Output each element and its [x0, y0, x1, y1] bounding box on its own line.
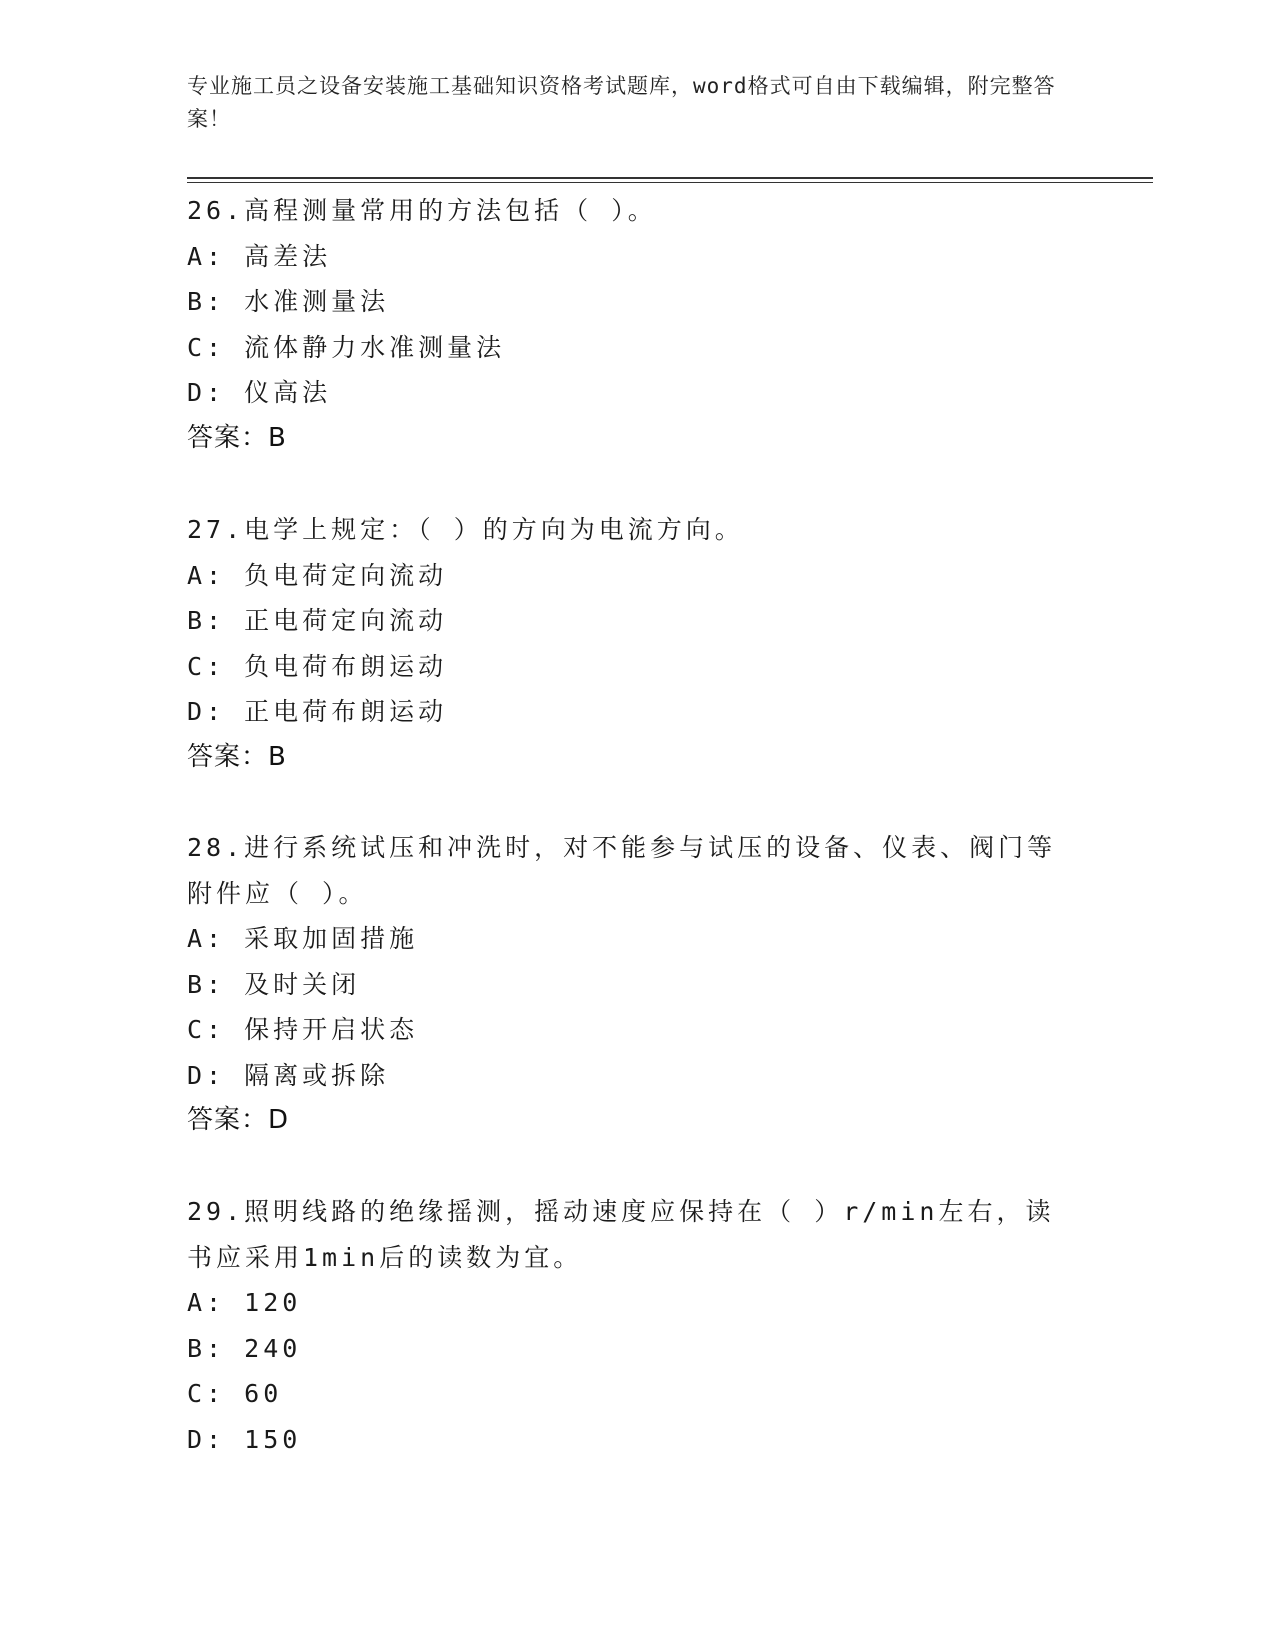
question-29 — [187, 1189, 1087, 1462]
option-a: A: 120 — [187, 1288, 302, 1317]
option-d: D: 仪高法 — [187, 378, 332, 407]
option-a: A: 采取加固措施 — [187, 924, 419, 953]
option-b: B: 水准测量法 — [187, 287, 390, 316]
option-c: C: 60 — [187, 1379, 283, 1408]
option-d: D: 150 — [187, 1424, 302, 1454]
answer: 答案：B — [187, 741, 287, 772]
option-d: D: 隔离或拆除 — [187, 1060, 390, 1090]
document-header: 专业施工员之设备安装施工基础知识资格考试题库，word格式可自由下载编辑，附完整答案！ — [187, 74, 1056, 131]
question-26 — [187, 188, 1087, 461]
option-c: C: 流体静力水准测量法 — [187, 332, 506, 362]
answer: 答案：B — [187, 422, 287, 453]
option-b: B: 240 — [187, 1333, 302, 1363]
option-b: B: 正电荷定向流动 — [187, 606, 448, 635]
header-divider-thin — [187, 182, 1153, 183]
header-divider-thick — [187, 177, 1153, 179]
option-a: A: 负电荷定向流动 — [187, 560, 448, 590]
question-stem: 26.高程测量常用的方法包括（ ）。 — [187, 196, 657, 225]
answer: 答案：D — [187, 1105, 290, 1135]
question-stem: 28.进行系统试压和冲洗时，对不能参与试压的设备、仪表、阀门等附件应（ ）。 — [187, 833, 1057, 908]
option-c: C: 负电荷布朗运动 — [187, 651, 448, 681]
option-d: D: 正电荷布朗运动 — [187, 697, 448, 726]
question-stem: 29.照明线路的绝缘摇测，摇动速度应保持在（ ）r/min左右，读书应采用1min后的读数为宜。 — [187, 1197, 1055, 1272]
question-stem: 27.电学上规定：（ ）的方向为电流方向。 — [187, 515, 744, 544]
option-c: C: 保持开启状态 — [187, 1015, 419, 1044]
question-27 — [187, 507, 1087, 780]
option-b: B: 及时关闭 — [187, 969, 361, 999]
option-a: A: 高差法 — [187, 241, 332, 271]
question-28 — [187, 825, 1087, 1144]
